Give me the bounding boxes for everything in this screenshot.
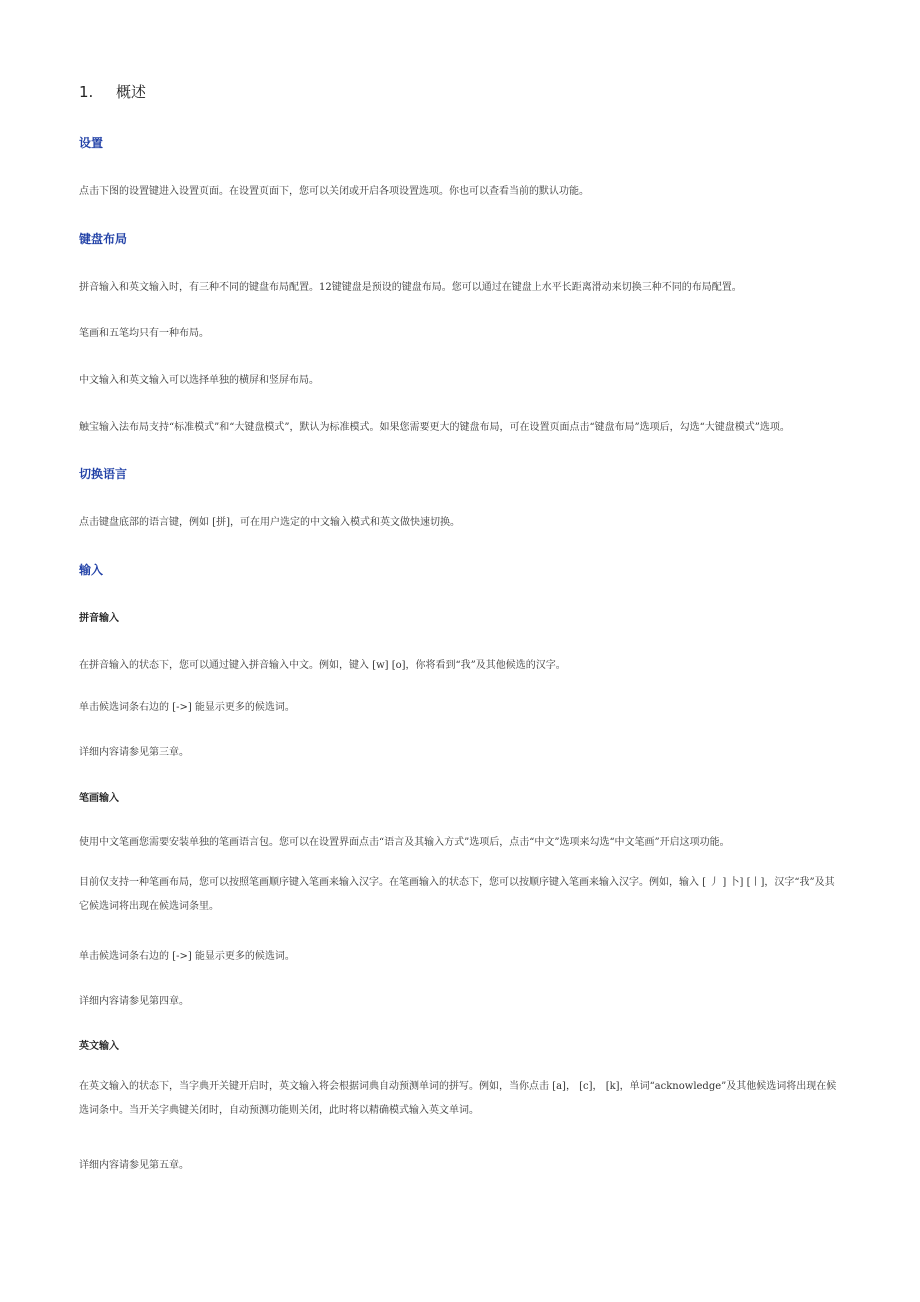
keyboard-layout-paragraph-2: 笔画和五笔均只有一种布局。: [79, 328, 209, 339]
keyboard-layout-paragraph-4: 触宝输入法布局支持“标准模式”和“大键盘模式”，默认为标准模式。如果您需要更大的键盘布局，可在设置页面点击“键盘布局”选项后，勾选“大键盘模式”选项。: [79, 422, 790, 433]
pinyin-paragraph-3: 详细内容请参见第三章。: [79, 747, 189, 758]
stroke-input-heading: 笔画输入: [79, 793, 119, 804]
switch-language-heading: 切换语言: [79, 467, 128, 481]
keyboard-layout-paragraph-3: 中文输入和英文输入可以选择单独的横屏和竖屏布局。: [79, 375, 319, 386]
stroke-paragraph-1: 使用中文笔画您需要安装单独的笔画语言包。您可以在设置界面点击“语言及其输入方式”选项后，点击“中文”选项来勾选“中文笔画”开启这项功能。: [79, 837, 730, 848]
section-title-text: 概述: [116, 83, 147, 101]
stroke-paragraph-4: 详细内容请参见第四章。: [79, 996, 189, 1007]
english-paragraph-1: 在英文输入的状态下，当字典开关键开启时，英文输入将会根据词典自动预测单词的拼写。例如，当你点击 [a]， [c]， [k]，单词“acknowledge”及其他候选词将出现在候选词条中。当开关字典键关闭时，自动预测功能则关闭，此时将以精确模式输入英文单词。: [79, 1081, 837, 1116]
pinyin-paragraph-1: 在拼音输入的状态下，您可以通过键入拼音输入中文。例如，键入 [w] [o]，你将看到“我”及其他候选的汉字。: [79, 660, 566, 671]
pinyin-input-heading: 拼音输入: [79, 613, 119, 624]
section-title: [79, 81, 146, 102]
stroke-paragraph-2: 目前仅支持一种笔画布局，您可以按照笔画顺序键入笔画来输入汉字。在笔画输入的状态下，您可以按顺序键入笔画来输入汉字。例如，输入 [ 丿 ] 卜] [丨]，汉字“我”及其它候选词将出现在候选词条里。: [79, 877, 835, 912]
settings-paragraph: 点击下图的设置键进入设置页面。在设置页面下，您可以关闭或开启各项设置选项。你也可以查看当前的默认功能。: [79, 186, 589, 197]
input-heading: 输入: [79, 563, 104, 577]
switch-language-paragraph: 点击键盘底部的语言键，例如 [拼]，可在用户选定的中文输入模式和英文做快速切换。: [79, 517, 460, 528]
settings-heading: 设置: [79, 136, 104, 150]
keyboard-layout-paragraph-1: 拼音输入和英文输入时，有三种不同的键盘布局配置。12键键盘是预设的键盘布局。您可以通过在键盘上水平长距离滑动来切换三种不同的布局配置。: [79, 282, 742, 293]
english-paragraph-2: 详细内容请参见第五章。: [79, 1160, 189, 1171]
keyboard-layout-heading: 键盘布局: [79, 232, 128, 246]
stroke-paragraph-3: 单击候选词条右边的 [->] 能显示更多的候选词。: [79, 951, 295, 962]
section-number: 1.: [79, 83, 94, 101]
english-input-heading: 英文输入: [79, 1041, 119, 1052]
pinyin-paragraph-2: 单击候选词条右边的 [->] 能显示更多的候选词。: [79, 702, 295, 713]
